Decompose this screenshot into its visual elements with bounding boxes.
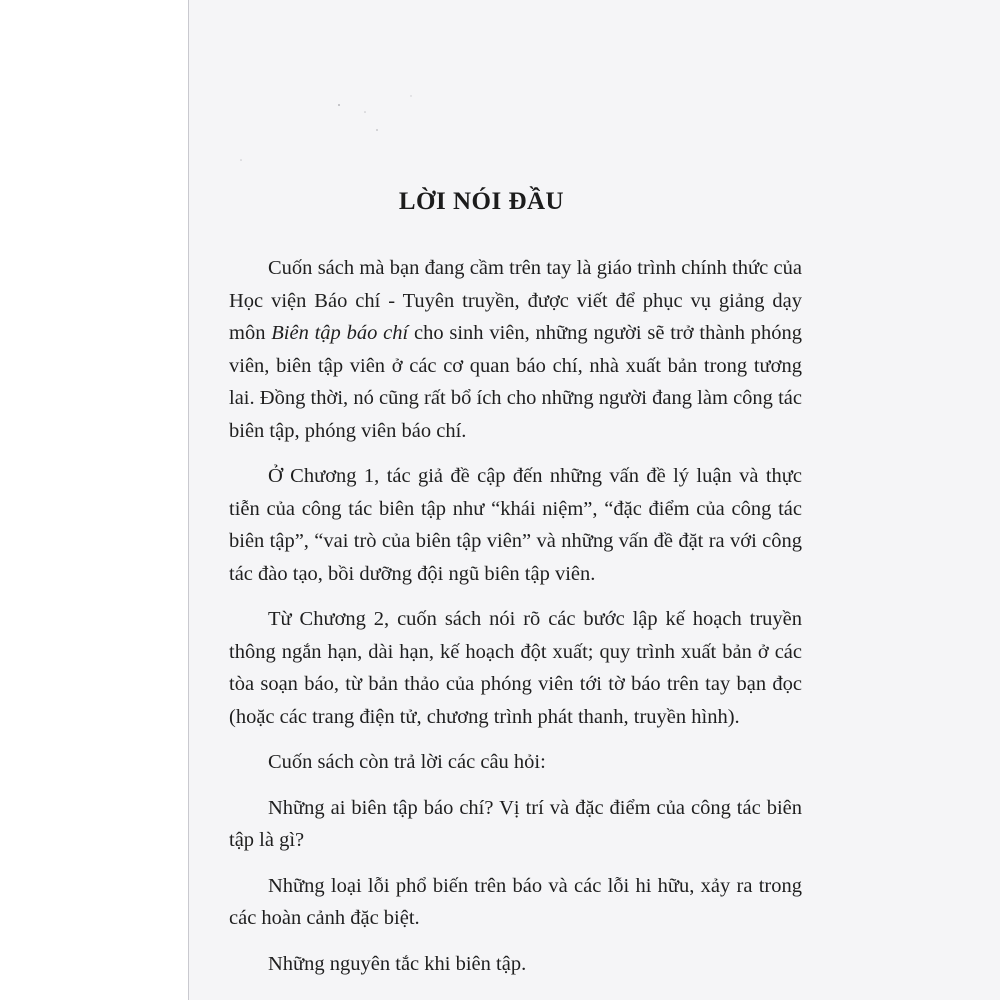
- paper-specks: [189, 0, 489, 180]
- course-name: Biên tập báo chí: [271, 322, 409, 344]
- book-page: [188, 0, 1000, 1000]
- paragraph-1: [229, 252, 802, 447]
- page-title: LỜI NÓI ĐẦU: [398, 188, 565, 215]
- paragraph-3: Từ Chương 2, cuốn sách nói rõ các bước lập kế hoạch truyền thông ngắn hạn, dài hạn, kế hoạch đột xuất; quy trình xuất bản ở các tòa soạn báo, từ bản thảo của phóng viên tới tờ báo trên tay bạn đọc (hoặc các trang điện tử, chương trình phát thanh, truyền hình).: [229, 608, 802, 728]
- paragraph-6: Những loại lỗi phổ biến trên báo và các lỗi hi hữu, xảy ra trong các hoàn cảnh đặc biệt.: [229, 874, 802, 929]
- paragraph-2: Ở Chương 1, tác giả đề cập đến những vấn đề lý luận và thực tiễn của công tác biên tập như “khái niệm”, “đặc điểm của công tác biên tập”, “vai trò của biên tập viên” và những vấn đề đặt ra với công tác đào tạo, bồi dưỡng đội ngũ biên tập viên.: [229, 465, 802, 585]
- paragraph-4: Cuốn sách còn trả lời các câu hỏi:: [268, 751, 546, 773]
- paragraph-1-text-end: cho sinh viên, những người sẽ trở thành phóng viên, biên tập viên ở các cơ quan báo chí, nhà xuất bản trong tương lai. Đồng thời, nó cũng rất bổ ích cho những người đang làm công tác biên tập, phóng viên báo chí.: [229, 322, 802, 442]
- paragraph-7: Những nguyên tắc khi biên tập.: [268, 952, 527, 975]
- paragraph-5: Những ai biên tập báo chí? Vị trí và đặc điểm của công tác biên tập là gì?: [229, 796, 802, 851]
- preface-body: [229, 252, 802, 993]
- paragraph-1-text-start: Cuốn sách mà bạn đang cầm trên tay là giáo trình chính thức của Học viện Báo chí - Tuyên truyền, được viết để phục vụ giảng dạy môn: [229, 257, 802, 344]
